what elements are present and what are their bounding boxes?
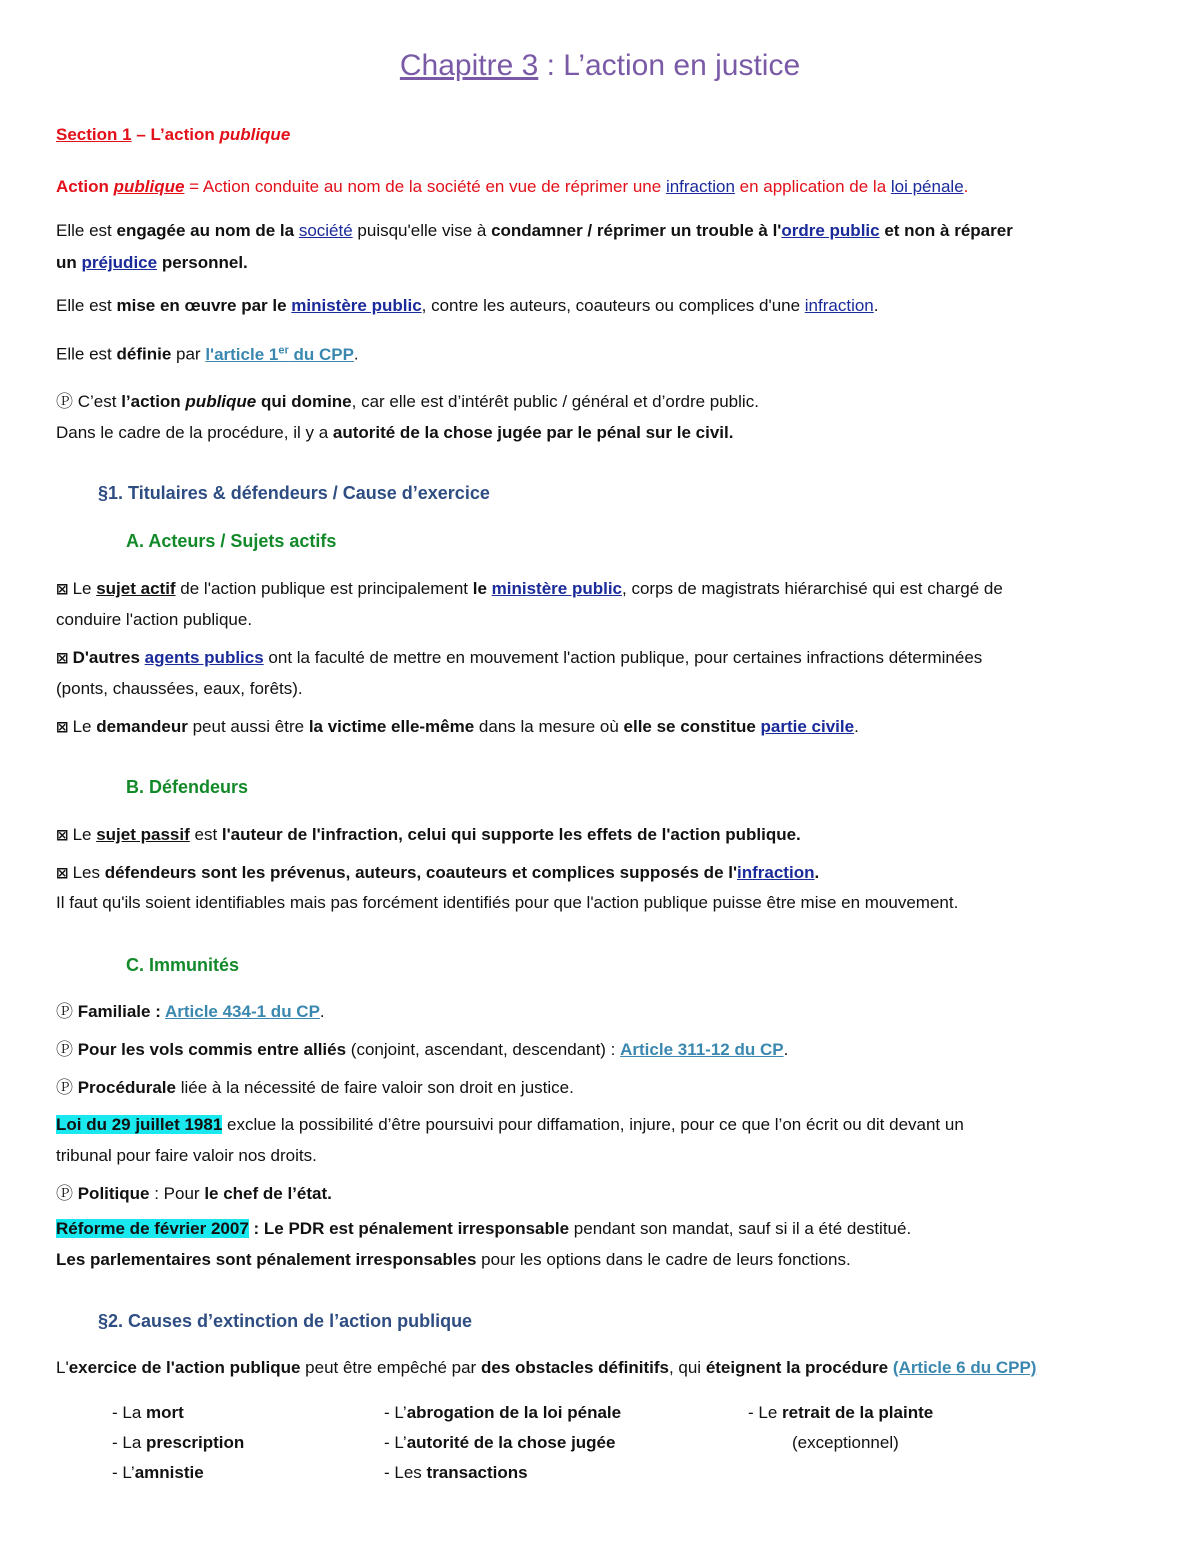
link-loi-penale[interactable]: loi pénale xyxy=(890,177,964,196)
item-demandeur: ⊠ Le demandeur peut aussi être la victime elle-même dans la mesure où elle se constitue partie civile. xyxy=(56,717,859,736)
paragraph-extinction: L'exercice de l'action publique peut être empêché par des obstacles définitifs, qui éteignent la procédure (Article 6 du CPP) xyxy=(56,1358,1037,1377)
link-infraction-3[interactable]: infraction xyxy=(737,863,815,882)
item-vols: Ⓟ Pour les vols commis entre alliés (conjoint, ascendant, descendant) : Article 311-12 du CP. xyxy=(56,1040,789,1059)
paragraph-definie: Elle est définie par l'article 1er du CPP. xyxy=(56,344,359,364)
p-bullet-icon: Ⓟ xyxy=(56,1002,73,1021)
list-item: - Le retrait de la plainte xyxy=(748,1403,934,1422)
checkbox-icon: ⊠ xyxy=(56,581,69,598)
p-bullet-icon: Ⓟ xyxy=(56,1184,73,1203)
item-reforme-2007: Réforme de février 2007 : Le PDR est pénalement irresponsable pendant son mandat, sauf si il a été destitué. xyxy=(56,1219,912,1238)
link-partie-civile[interactable]: partie civile xyxy=(760,717,855,736)
paragraph-mise-en-oeuvre: Elle est mise en œuvre par le ministère public, contre les auteurs, coauteurs ou complices d'une infraction. xyxy=(56,296,879,315)
heading-immunites: C. Immunités xyxy=(126,955,240,975)
list-item: - La mort xyxy=(112,1403,184,1422)
link-ministere-public-2[interactable]: ministère public xyxy=(491,579,623,598)
item-sujet-actif-cont: conduire l'action publique. xyxy=(56,610,253,629)
item-procedurale: Ⓟ Procédurale liée à la nécessité de faire valoir son droit en justice. xyxy=(56,1078,574,1097)
section-heading: Section 1 – L’action publique xyxy=(56,125,291,144)
checkbox-icon: ⊠ xyxy=(56,650,69,667)
item-loi-1981-cont: tribunal pour faire valoir nos droits. xyxy=(56,1146,317,1165)
link-societe[interactable]: société xyxy=(298,221,353,240)
page-title: Chapitre 3 : L’action en justice xyxy=(399,49,801,82)
list-item: - L’amnistie xyxy=(112,1463,204,1482)
link-article-1-cpp[interactable]: l'article 1er du CPP xyxy=(205,344,354,364)
highlight-loi-1981: Loi du 29 juillet 1981 xyxy=(56,1115,223,1134)
heading-titulaires: §1. Titulaires & défendeurs / Cause d’exercice xyxy=(98,483,490,503)
paragraph-engagement-cont: un préjudice personnel. xyxy=(56,253,248,272)
link-article-6-cpp[interactable]: (Article 6 du CPP) xyxy=(892,1358,1037,1377)
item-familiale: Ⓟ Familiale : Article 434-1 du CP. xyxy=(56,1002,325,1021)
link-prejudice[interactable]: préjudice xyxy=(81,253,158,272)
checkbox-icon: ⊠ xyxy=(56,827,69,844)
list-item: - Les transactions xyxy=(384,1463,528,1482)
heading-extinction: §2. Causes d’extinction de l’action publique xyxy=(98,1311,473,1331)
link-infraction[interactable]: infraction xyxy=(665,177,735,196)
heading-acteurs: A. Acteurs / Sujets actifs xyxy=(126,531,337,551)
heading-defendeurs: B. Défendeurs xyxy=(126,777,249,797)
list-item: - L’abrogation de la loi pénale xyxy=(384,1403,622,1422)
p-bullet-icon: Ⓟ xyxy=(56,392,73,411)
list-item: - L’autorité de la chose jugée xyxy=(384,1433,616,1452)
item-loi-1981: Loi du 29 juillet 1981 exclue la possibilité d’être poursuivi pour diffamation, injure, pour ce que l’on écrit ou dit devant un xyxy=(56,1115,964,1134)
p-bullet-icon: Ⓟ xyxy=(56,1040,73,1059)
item-agents-publics: ⊠ D'autres agents publics ont la faculté de mettre en mouvement l'action publique, pour certaines infractions déterminées xyxy=(56,648,983,667)
paragraph-engagement: Elle est engagée au nom de la société puisqu'elle vise à condamner / réprimer un trouble à l'ordre public et non à réparer xyxy=(56,221,1013,240)
link-ministere-public[interactable]: ministère public xyxy=(291,296,422,315)
list-item: - La prescription xyxy=(112,1433,245,1452)
list-item: (exceptionnel) xyxy=(792,1433,899,1452)
definition-line: Action publique = Action conduite au nom de la société en vue de réprimer une infraction en application de la loi pénale. xyxy=(56,177,969,196)
item-defendeurs: ⊠ Les défendeurs sont les prévenus, auteurs, coauteurs et complices supposés de l'infraction. xyxy=(56,863,820,882)
paragraph-autorite: Dans le cadre de la procédure, il y a autorité de la chose jugée par le pénal sur le civil. xyxy=(56,423,734,442)
checkbox-icon: ⊠ xyxy=(56,865,69,882)
link-ordre-public[interactable]: ordre public xyxy=(781,221,880,240)
item-defendeurs-cont: Il faut qu'ils soient identifiables mais pas forcément identifiés pour que l'action publique puisse être mise en mouvement. xyxy=(56,893,959,912)
item-sujet-actif: ⊠ Le sujet actif de l'action publique est principalement le ministère public, corps de magistrats hiérarchisé qui est chargé de xyxy=(56,579,1003,598)
highlight-reforme-2007: Réforme de février 2007 xyxy=(56,1219,249,1238)
checkbox-icon: ⊠ xyxy=(56,719,69,736)
item-agents-publics-cont: (ponts, chaussées, eaux, forêts). xyxy=(56,679,303,698)
link-article-311-12[interactable]: Article 311-12 du CP xyxy=(620,1040,784,1059)
p-bullet-icon: Ⓟ xyxy=(56,1078,73,1097)
item-parlementaires: Les parlementaires sont pénalement irresponsables pour les options dans le cadre de leurs fonctions. xyxy=(56,1250,851,1269)
link-infraction-2[interactable]: infraction xyxy=(804,296,874,315)
item-politique: Ⓟ Politique : Pour le chef de l’état. xyxy=(56,1184,332,1203)
paragraph-domine: Ⓟ C’est l’action publique qui domine, car elle est d’intérêt public / général et d’ordre public. xyxy=(56,392,759,411)
item-sujet-passif: ⊠ Le sujet passif est l'auteur de l'infraction, celui qui supporte les effets de l'action publique. xyxy=(56,825,801,844)
link-article-434-1[interactable]: Article 434-1 du CP xyxy=(164,1002,320,1021)
link-agents-publics[interactable]: agents publics xyxy=(144,648,264,667)
